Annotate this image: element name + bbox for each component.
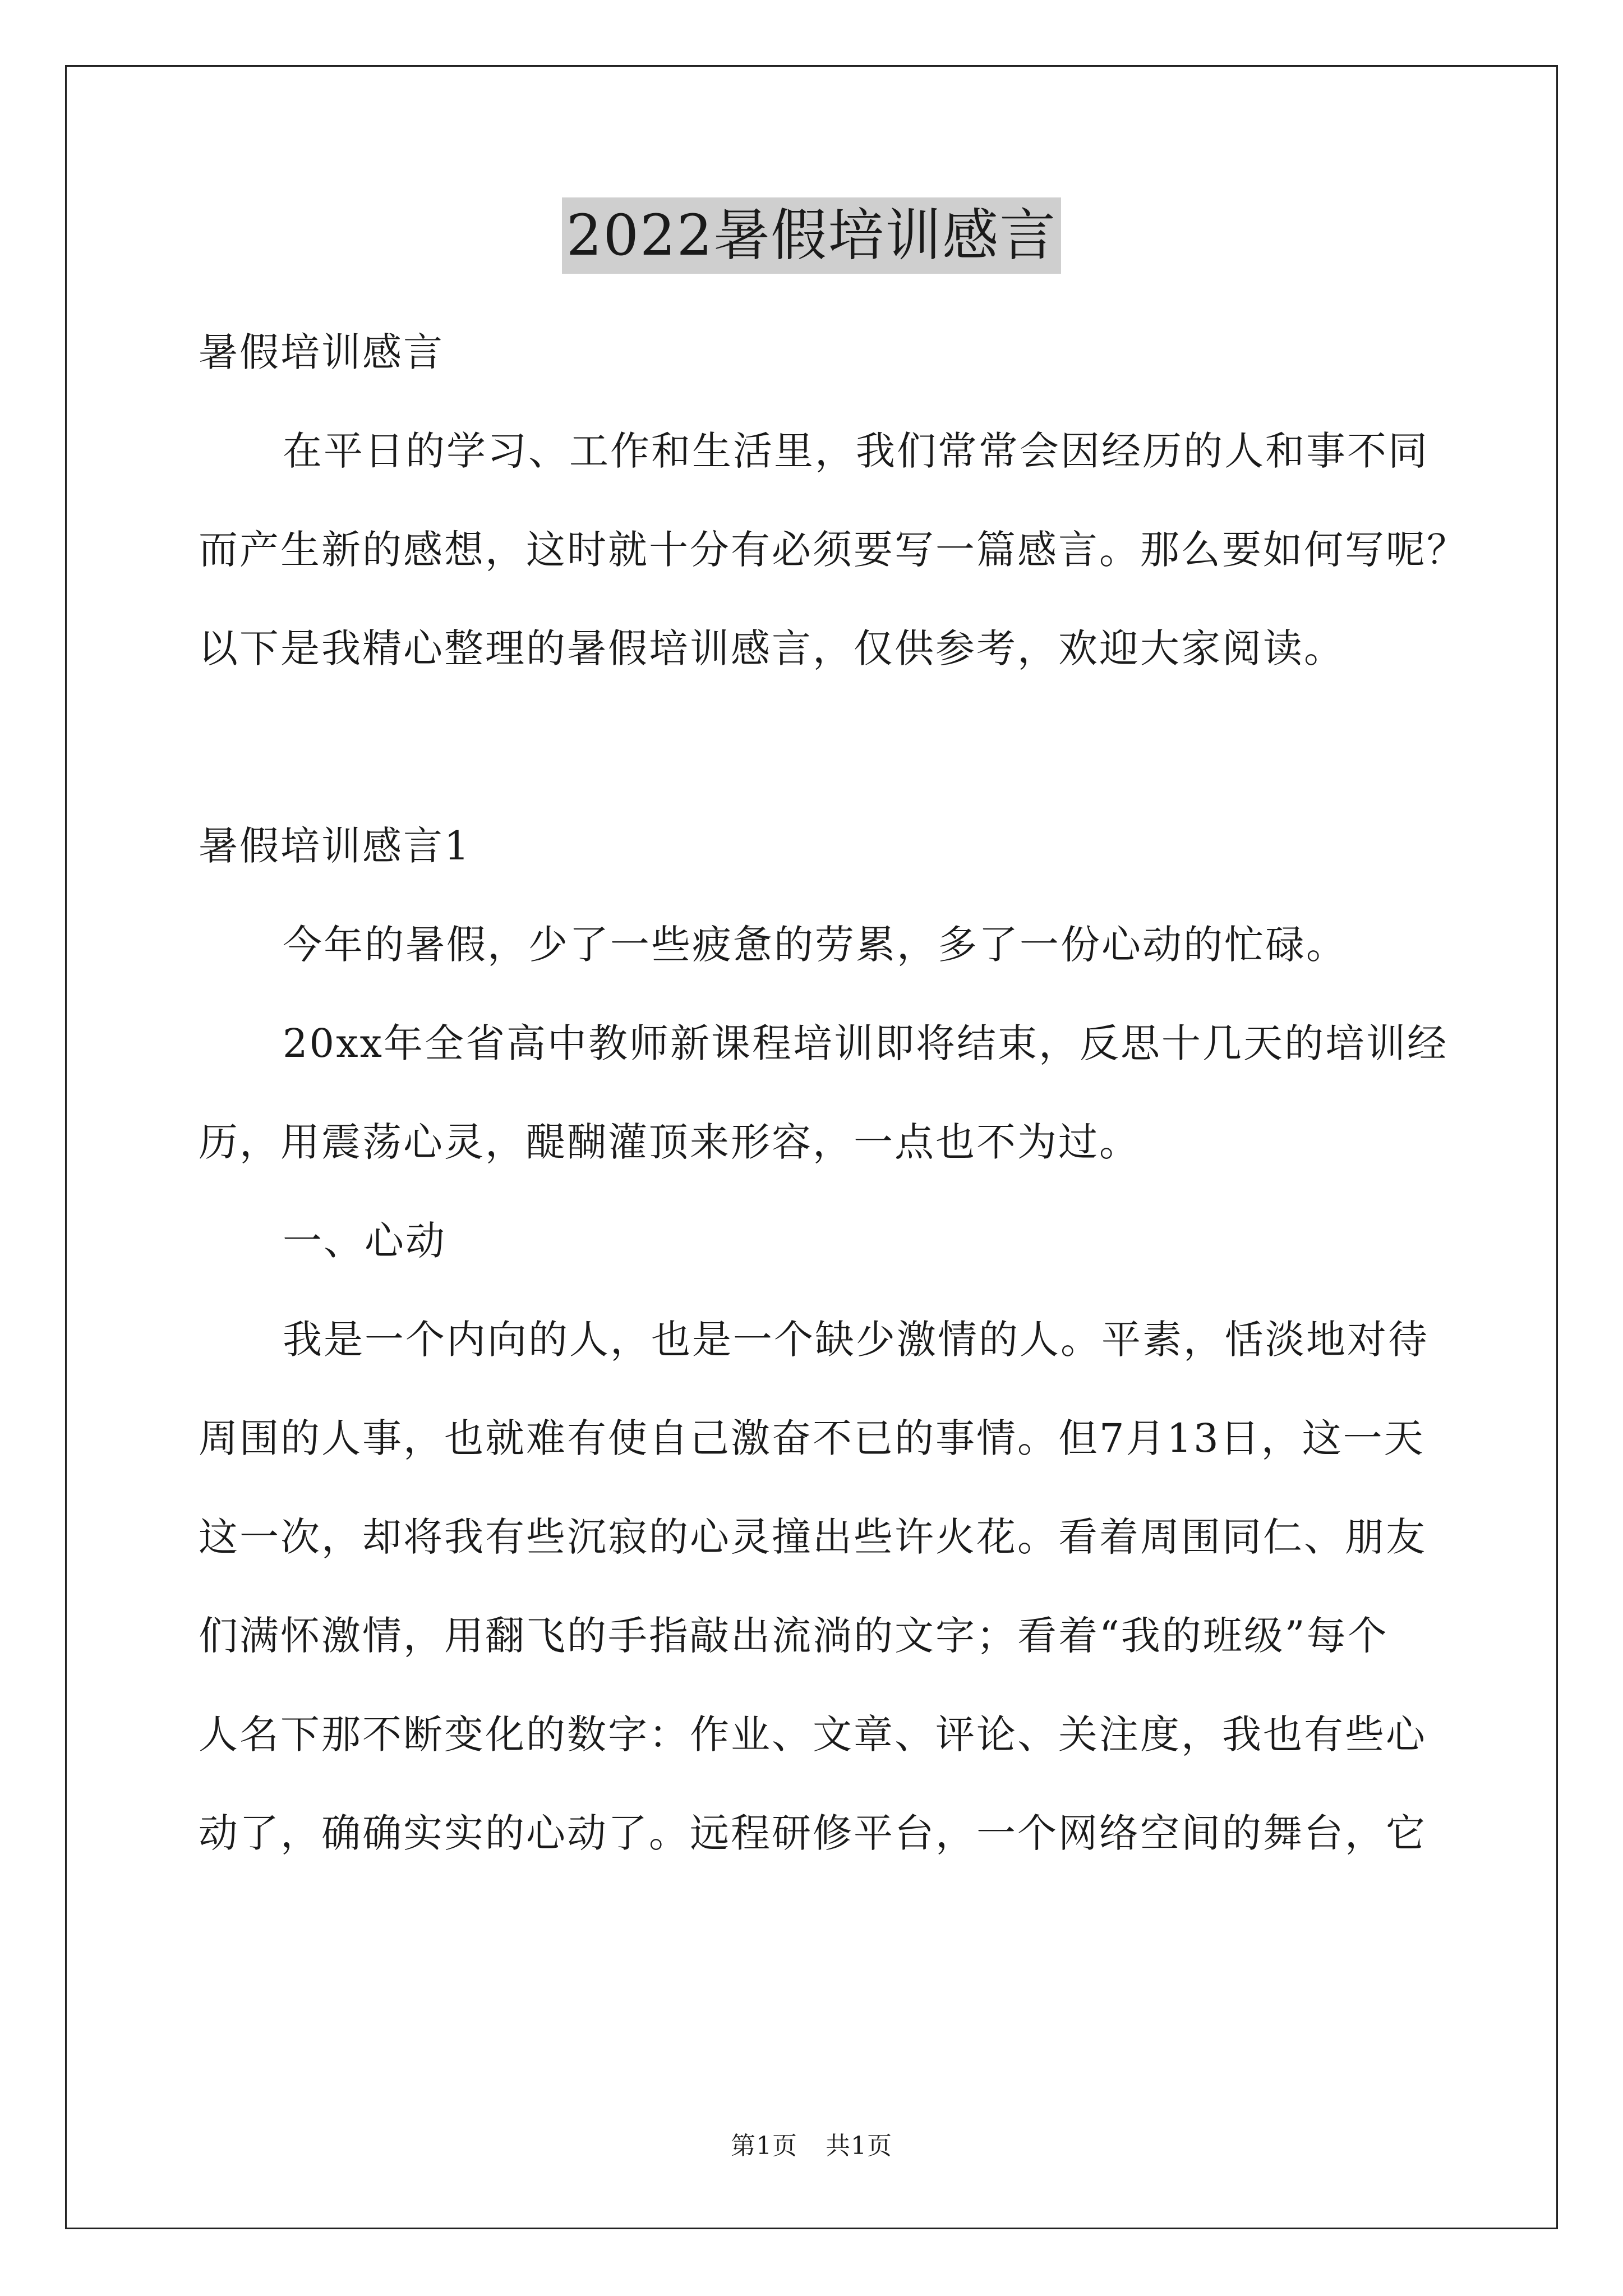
document-title: 2022暑假培训感言 [562, 197, 1062, 274]
page-number: 第1页 [731, 2132, 797, 2160]
paragraph-line: 人名下那不断变化的数字：作业、文章、评论、关注度，我也有些心 [199, 1711, 1427, 1757]
paragraph-line: 动了，确确实实的心动了。远程研修平台，一个网络空间的舞台，它 [199, 1810, 1427, 1856]
page-footer [0, 2129, 1623, 2163]
paragraph-line: 而产生新的感想，这时就十分有必须要写一篇感言。那么要如何写呢？ [199, 527, 1468, 573]
section-heading: 暑假培训感言1 [199, 823, 471, 869]
paragraph-line: 20xx年全省高中教师新课程培训即将结束，反思十几天的培训经 [283, 1020, 1449, 1066]
paragraph-line: 在平日的学习、工作和生活里，我们常常会因经历的人和事不同 [283, 428, 1429, 474]
paragraph-line: 历，用震荡心灵，醍醐灌顶来形容，一点也不为过。 [199, 1119, 1140, 1165]
paragraph-line: 今年的暑假，少了一些疲惫的劳累，多了一份心动的忙碌。 [283, 922, 1347, 968]
paragraph-line: 们满怀激情，用翻飞的手指敲出流淌的文字；看着“我的班级”每个 [199, 1613, 1389, 1659]
subtitle: 暑假培训感言 [199, 329, 444, 375]
blank-gap [199, 698, 1432, 797]
page-total: 共1页 [826, 2132, 892, 2160]
document-body [199, 303, 1468, 1883]
paragraph-line: 周围的人事，也就难有使自己激奋不已的事情。但7月13日，这一天 [199, 1415, 1425, 1461]
subsection-heading: 一、心动 [283, 1218, 446, 1264]
title-wrapper [0, 197, 1623, 274]
paragraph-line: 以下是我精心整理的暑假培训感言，仅供参考，欢迎大家阅读。 [199, 625, 1345, 671]
paragraph-line: 这一次，却将我有些沉寂的心灵撞出些许火花。看着周围同仁、朋友 [199, 1514, 1427, 1560]
paragraph-line: 我是一个内向的人，也是一个缺少激情的人。平素，恬淡地对待 [283, 1317, 1429, 1363]
